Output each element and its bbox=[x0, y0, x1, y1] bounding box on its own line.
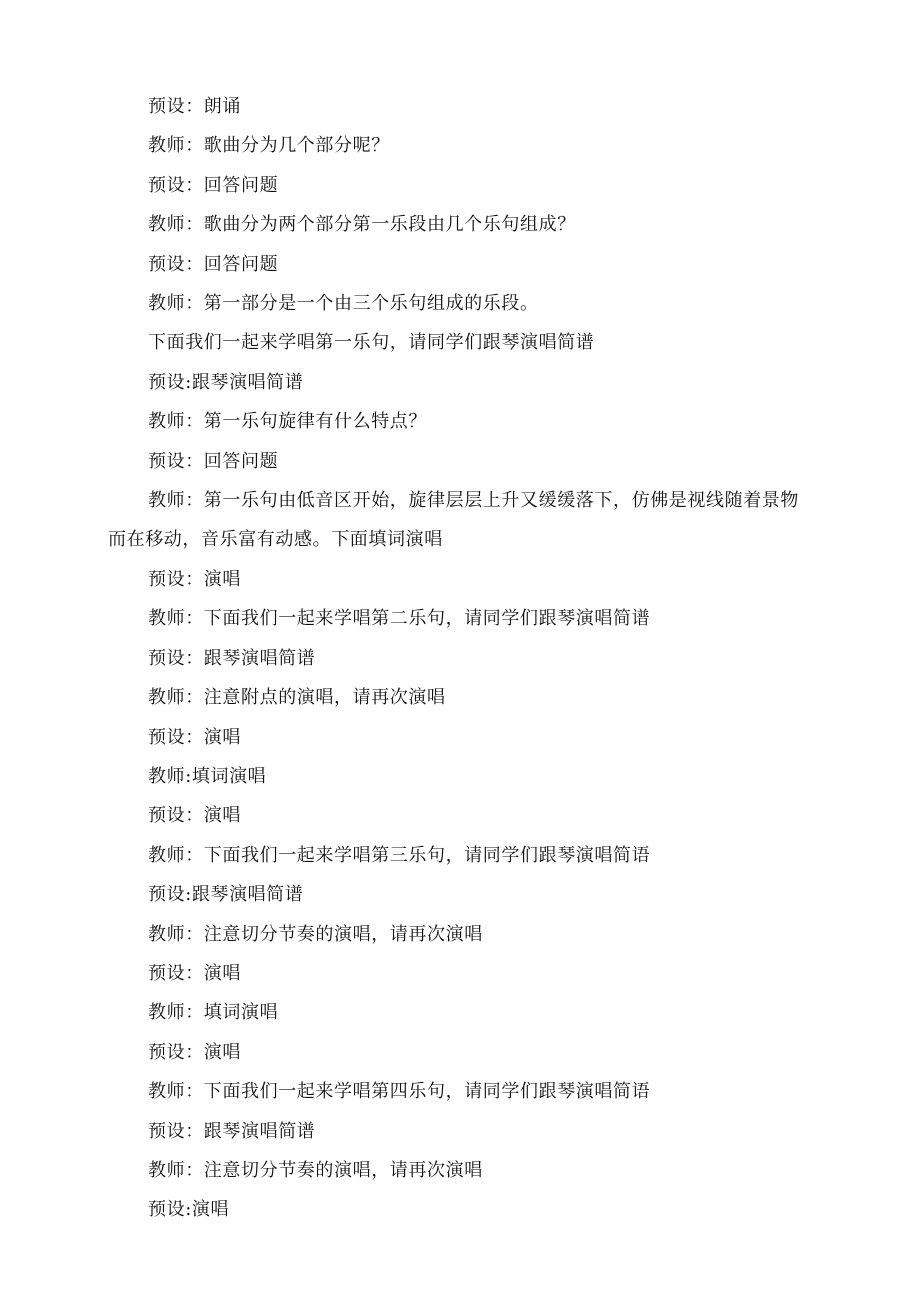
paragraph: 教师：填词演唱 bbox=[148, 1002, 279, 1024]
paragraph: 预设：朗诵 bbox=[148, 96, 241, 117]
paragraph: 预设：演唱 bbox=[148, 1041, 241, 1063]
paragraph: 教师：第一部分是一个由三个乐句组成的乐段。 bbox=[148, 293, 539, 315]
paragraph: 教师：下面我们一起来学唱第四乐句，请同学们跟琴演唱简语 bbox=[148, 1081, 651, 1103]
paragraph: 教师：下面我们一起来学唱第三乐句，请同学们跟琴演唱简语 bbox=[148, 844, 651, 866]
paragraph: 预设：演唱 bbox=[148, 568, 241, 590]
paragraph: 预设：回答问题 bbox=[148, 450, 279, 472]
paragraph: 预设：演唱 bbox=[148, 726, 241, 748]
paragraph: 教师:填词演唱 bbox=[148, 765, 267, 787]
paragraph: 预设：跟琴演唱简谱 bbox=[148, 647, 316, 669]
paragraph: 教师：歌曲分为几个部分呢？ bbox=[148, 135, 390, 157]
paragraph: 教师：第一乐句旋律有什么特点？ bbox=[148, 411, 427, 433]
paragraph: 教师：第一乐句由低音区开始，旋律层层上升又缓缓落下，仿佛是视线随着景物而在移动，音乐富有动感。下面填词演唱 bbox=[108, 490, 799, 551]
paragraph: 预设：回答问题 bbox=[148, 253, 279, 275]
paragraph: 预设：演唱 bbox=[148, 805, 241, 827]
paragraph: 预设：跟琴演唱简谱 bbox=[148, 1120, 316, 1142]
paragraph: 教师：注意切分节奏的演唱，请再次演唱 bbox=[148, 1159, 483, 1181]
paragraph: 下面我们一起来学唱第一乐句，请同学们跟琴演唱简谱 bbox=[148, 332, 595, 354]
paragraph: 教师：注意附点的演唱，请再次演唱 bbox=[148, 687, 446, 709]
paragraph: 预设:跟琴演唱简谱 bbox=[148, 884, 304, 906]
paragraph: 预设：回答问题 bbox=[148, 174, 279, 196]
paragraph: 教师：歌曲分为两个部分第一乐段由几个乐句组成？ bbox=[148, 214, 576, 236]
paragraph: 预设：演唱 bbox=[148, 962, 241, 984]
paragraph: 预设:演唱 bbox=[148, 1199, 230, 1221]
paragraph: 教师：下面我们一起来学唱第二乐句，请同学们跟琴演唱简谱 bbox=[148, 608, 651, 630]
document-body bbox=[108, 87, 814, 1230]
paragraph: 教师：注意切分节奏的演唱，请再次演唱 bbox=[148, 923, 483, 945]
paragraph: 预设:跟琴演唱简谱 bbox=[148, 371, 304, 393]
